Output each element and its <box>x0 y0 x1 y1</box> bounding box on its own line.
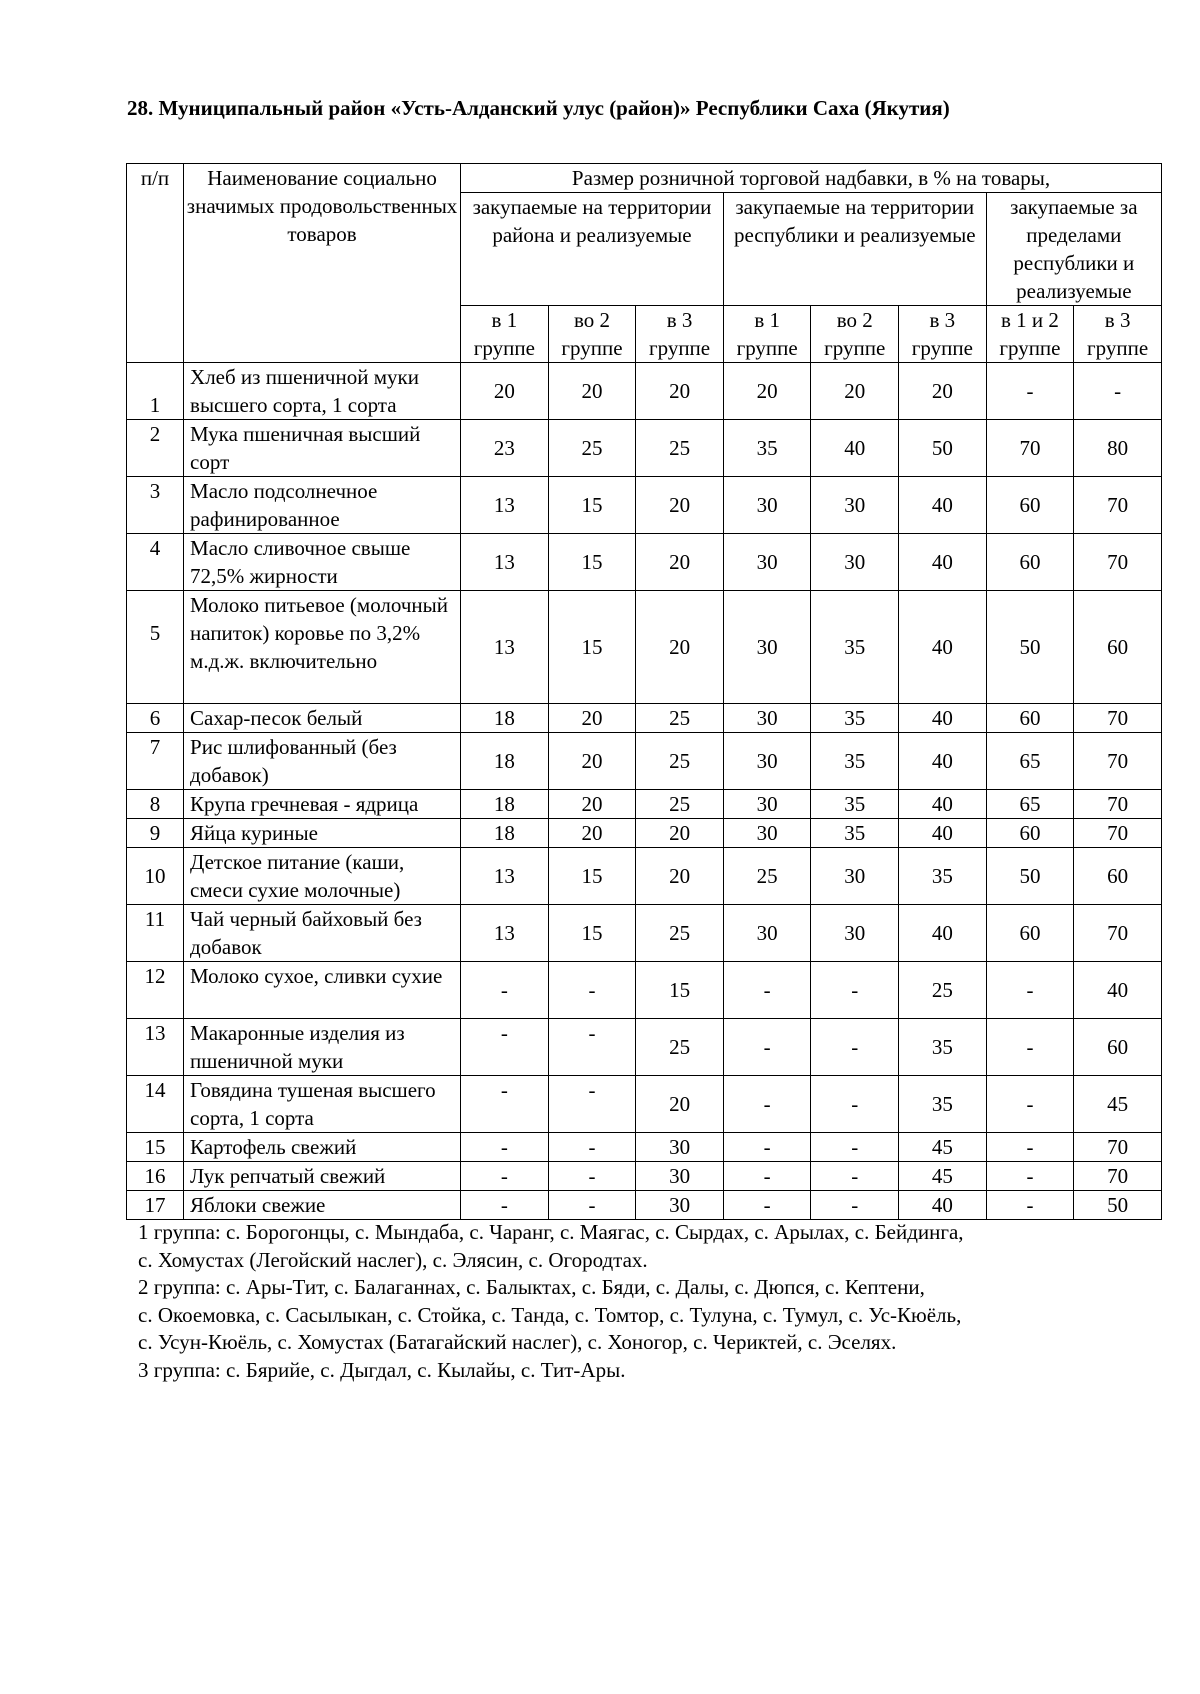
table-row <box>127 790 1162 819</box>
row-value: 25 <box>636 1019 724 1076</box>
row-value: 15 <box>548 905 636 962</box>
row-value: 70 <box>986 420 1074 477</box>
row-value: 35 <box>811 819 899 848</box>
row-value: 70 <box>1074 733 1162 790</box>
row-value: 13 <box>461 591 549 704</box>
row-value: 30 <box>723 905 811 962</box>
page-title: 28. Муниципальный район «Усть-Алданский улус (район)» Республики Саха (Якутия) <box>127 96 950 120</box>
row-value: - <box>723 1191 811 1220</box>
row-number: 6 <box>127 704 184 733</box>
row-value: 20 <box>723 363 811 420</box>
row-name: Чай черный байховый без добавок <box>184 905 461 962</box>
row-value: - <box>548 1076 636 1133</box>
table-row <box>127 1133 1162 1162</box>
group-notes <box>138 1219 1168 1384</box>
row-number: 16 <box>127 1162 184 1191</box>
table-row <box>127 534 1162 591</box>
header-markup: Размер розничной торговой надбавки, в % на товары, <box>461 164 1162 193</box>
row-value: - <box>811 1019 899 1076</box>
row-value: 20 <box>636 534 724 591</box>
row-value: - <box>548 1133 636 1162</box>
row-number: 3 <box>127 477 184 534</box>
row-name: Молоко питьевое (молочный напиток) коровье по 3,2% м.д.ж. включительно <box>184 591 461 704</box>
table-row <box>127 363 1162 420</box>
row-value: 80 <box>1074 420 1162 477</box>
row-value: 35 <box>811 790 899 819</box>
row-value: 20 <box>548 704 636 733</box>
row-value: 15 <box>636 962 724 1019</box>
table-row <box>127 1076 1162 1133</box>
row-name: Крупа гречневая - ядрица <box>184 790 461 819</box>
row-value: 20 <box>548 819 636 848</box>
row-name: Мука пшеничная высший сорт <box>184 420 461 477</box>
row-value: 40 <box>811 420 899 477</box>
row-number: 5 <box>127 591 184 704</box>
row-value: 45 <box>899 1162 987 1191</box>
row-value: 30 <box>723 534 811 591</box>
row-number: 1 <box>127 363 184 420</box>
row-value: 13 <box>461 905 549 962</box>
row-value: 13 <box>461 848 549 905</box>
row-value: 30 <box>811 905 899 962</box>
row-value: 30 <box>723 704 811 733</box>
note-line: с. Усун-Кюёль, с. Хомустах (Батагайский наслег), с. Хоногор, с. Чериктей, с. Эселях. <box>138 1330 897 1354</box>
row-value: 30 <box>811 477 899 534</box>
row-value: 30 <box>811 534 899 591</box>
row-value: 18 <box>461 733 549 790</box>
row-value: 35 <box>723 420 811 477</box>
row-value: - <box>986 1191 1074 1220</box>
row-value: 20 <box>636 1076 724 1133</box>
row-value: 40 <box>899 905 987 962</box>
row-value: 50 <box>899 420 987 477</box>
row-value: 30 <box>636 1133 724 1162</box>
row-value: - <box>986 1019 1074 1076</box>
row-number: 7 <box>127 733 184 790</box>
row-number: 9 <box>127 819 184 848</box>
row-value: - <box>723 962 811 1019</box>
row-name: Говядина тушеная высшего сорта, 1 сорта <box>184 1076 461 1133</box>
row-value: - <box>1074 363 1162 420</box>
row-number: 11 <box>127 905 184 962</box>
row-value: 60 <box>1074 848 1162 905</box>
row-value: 40 <box>899 704 987 733</box>
row-value: 18 <box>461 790 549 819</box>
row-value: 30 <box>723 477 811 534</box>
header-sub: в 1 группе <box>461 306 549 363</box>
row-value: 35 <box>811 733 899 790</box>
row-value: 65 <box>986 790 1074 819</box>
row-value: 20 <box>548 733 636 790</box>
row-name: Хлеб из пшеничной муки высшего сорта, 1 сорта <box>184 363 461 420</box>
row-value: 35 <box>899 848 987 905</box>
row-value: 50 <box>1074 1191 1162 1220</box>
row-number: 17 <box>127 1191 184 1220</box>
row-value: 35 <box>811 591 899 704</box>
row-value: 35 <box>899 1076 987 1133</box>
row-value: 25 <box>548 420 636 477</box>
table-row <box>127 704 1162 733</box>
row-value: 40 <box>1074 962 1162 1019</box>
row-name: Макаронные изделия из пшеничной муки <box>184 1019 461 1076</box>
row-value: 30 <box>811 848 899 905</box>
row-value: 70 <box>1074 477 1162 534</box>
row-value: 30 <box>723 591 811 704</box>
row-value: 70 <box>1074 1133 1162 1162</box>
row-value: 40 <box>899 591 987 704</box>
row-value: 20 <box>461 363 549 420</box>
row-value: 60 <box>986 905 1074 962</box>
row-value: - <box>986 1133 1074 1162</box>
row-value: 60 <box>1074 1019 1162 1076</box>
row-value: 45 <box>899 1133 987 1162</box>
row-value: 20 <box>811 363 899 420</box>
row-value: 25 <box>636 790 724 819</box>
note-line: 2 группа: с. Ары-Тит, с. Балаганнах, с. Балыктах, с. Бяди, с. Далы, с. Дюпся, с. Кептени, <box>138 1275 925 1299</box>
row-number: 13 <box>127 1019 184 1076</box>
row-value: 60 <box>986 819 1074 848</box>
row-value: 15 <box>548 591 636 704</box>
header-group-district: закупаемые на территории района и реализуемые <box>461 193 724 306</box>
row-value: 13 <box>461 477 549 534</box>
row-name: Яйца куриные <box>184 819 461 848</box>
table-row <box>127 905 1162 962</box>
row-value: 20 <box>548 790 636 819</box>
row-value: - <box>811 1162 899 1191</box>
row-name: Масло сливочное свыше 72,5% жирности <box>184 534 461 591</box>
row-value: 35 <box>811 704 899 733</box>
row-value: 35 <box>899 1019 987 1076</box>
row-value: 30 <box>723 790 811 819</box>
row-name: Яблоки свежие <box>184 1191 461 1220</box>
row-value: 18 <box>461 819 549 848</box>
note-line: с. Хомустах (Легойский наслег), с. Элясин, с. Огородтах. <box>138 1247 648 1272</box>
header-sub: в 1 группе <box>723 306 811 363</box>
row-value: 30 <box>636 1191 724 1220</box>
row-name: Молоко сухое, сливки сухие <box>184 962 461 1019</box>
row-number: 8 <box>127 790 184 819</box>
row-value: - <box>723 1162 811 1191</box>
note-line: с. Окоемовка, с. Сасылыкан, с. Стойка, с. Танда, с. Томтор, с. Тулуна, с. Тумул, с. Ус-Кюёль, <box>138 1302 962 1327</box>
table-row <box>127 1162 1162 1191</box>
header-sub: в 3 группе <box>1074 306 1162 363</box>
row-value: - <box>723 1133 811 1162</box>
row-name: Масло подсолнечное рафинированное <box>184 477 461 534</box>
row-value: 70 <box>1074 534 1162 591</box>
row-value: - <box>986 1076 1074 1133</box>
row-value: 40 <box>899 733 987 790</box>
row-value: 60 <box>986 704 1074 733</box>
row-value: 13 <box>461 534 549 591</box>
row-value: 25 <box>723 848 811 905</box>
row-value: 15 <box>548 477 636 534</box>
header-sub: в 3 группе <box>636 306 724 363</box>
row-value: 20 <box>636 363 724 420</box>
row-number: 14 <box>127 1076 184 1133</box>
note-line: 3 группа: с. Бярийе, с. Дыгдал, с. Кылайы, с. Тит-Ары. <box>138 1357 626 1382</box>
row-value: 25 <box>636 733 724 790</box>
row-value: - <box>461 1191 549 1220</box>
row-value: 60 <box>986 477 1074 534</box>
row-value: 70 <box>1074 1162 1162 1191</box>
row-value: 50 <box>986 848 1074 905</box>
row-value: 40 <box>899 534 987 591</box>
row-value: - <box>548 1019 636 1076</box>
row-value: 25 <box>636 420 724 477</box>
row-value: 40 <box>899 477 987 534</box>
row-value: 30 <box>636 1162 724 1191</box>
header-sub: в 1 и 2 группе <box>986 306 1074 363</box>
row-value: - <box>461 962 549 1019</box>
row-value: 20 <box>636 819 724 848</box>
row-value: 70 <box>1074 790 1162 819</box>
row-name: Сахар-песок белый <box>184 704 461 733</box>
row-value: 30 <box>723 733 811 790</box>
row-value: - <box>986 1162 1074 1191</box>
table-row <box>127 420 1162 477</box>
row-value: 23 <box>461 420 549 477</box>
row-value: 25 <box>636 905 724 962</box>
row-value: 70 <box>1074 704 1162 733</box>
table-row <box>127 962 1162 1019</box>
header-num: п/п <box>127 164 184 363</box>
table-row <box>127 1019 1162 1076</box>
table-row <box>127 848 1162 905</box>
row-number: 4 <box>127 534 184 591</box>
row-value: 45 <box>1074 1076 1162 1133</box>
row-number: 12 <box>127 962 184 1019</box>
row-value: - <box>548 962 636 1019</box>
row-value: 30 <box>723 819 811 848</box>
row-value: 20 <box>636 591 724 704</box>
row-value: - <box>548 1162 636 1191</box>
row-value: - <box>723 1019 811 1076</box>
header-group-republic: закупаемые на территории республики и реализуемые <box>723 193 986 306</box>
row-value: - <box>811 962 899 1019</box>
header-sub: во 2 группе <box>548 306 636 363</box>
header-name: Наименование социально значимых продовольственных товаров <box>184 164 461 363</box>
row-value: - <box>811 1133 899 1162</box>
row-value: 25 <box>899 962 987 1019</box>
row-value: 40 <box>899 1191 987 1220</box>
markup-table <box>126 163 1162 1220</box>
row-name: Лук репчатый свежий <box>184 1162 461 1191</box>
row-value: 60 <box>1074 591 1162 704</box>
row-value: 20 <box>548 363 636 420</box>
row-value: 70 <box>1074 819 1162 848</box>
row-value: 50 <box>986 591 1074 704</box>
header-group-outside: закупаемые за пределами республики и реализуемые <box>986 193 1161 306</box>
table-row <box>127 477 1162 534</box>
row-value: 25 <box>636 704 724 733</box>
row-value: 20 <box>636 477 724 534</box>
row-value: 70 <box>1074 905 1162 962</box>
row-value: 20 <box>636 848 724 905</box>
row-value: - <box>986 962 1074 1019</box>
row-value: - <box>811 1191 899 1220</box>
row-number: 2 <box>127 420 184 477</box>
row-value: 15 <box>548 848 636 905</box>
table-row <box>127 1191 1162 1220</box>
row-value: 65 <box>986 733 1074 790</box>
row-value: 20 <box>899 363 987 420</box>
row-value: - <box>723 1076 811 1133</box>
table-row <box>127 819 1162 848</box>
row-number: 10 <box>127 848 184 905</box>
header-sub: в 3 группе <box>899 306 987 363</box>
row-value: - <box>986 363 1074 420</box>
row-value: 18 <box>461 704 549 733</box>
row-value: 40 <box>899 790 987 819</box>
note-line: 1 группа: с. Борогонцы, с. Мындаба, с. Чаранг, с. Маягас, с. Сырдах, с. Арылах, с. Бейдинга, <box>138 1220 964 1244</box>
row-value: 15 <box>548 534 636 591</box>
header-sub: во 2 группе <box>811 306 899 363</box>
row-value: - <box>461 1162 549 1191</box>
row-value: - <box>548 1191 636 1220</box>
row-value: - <box>461 1019 549 1076</box>
row-value: - <box>811 1076 899 1133</box>
table-row <box>127 733 1162 790</box>
row-value: 60 <box>986 534 1074 591</box>
row-value: - <box>461 1133 549 1162</box>
row-name: Детское питание (каши, смеси сухие молочные) <box>184 848 461 905</box>
row-name: Рис шлифованный (без добавок) <box>184 733 461 790</box>
row-value: 40 <box>899 819 987 848</box>
row-number: 15 <box>127 1133 184 1162</box>
row-value: - <box>461 1076 549 1133</box>
table-row <box>127 591 1162 704</box>
row-name: Картофель свежий <box>184 1133 461 1162</box>
